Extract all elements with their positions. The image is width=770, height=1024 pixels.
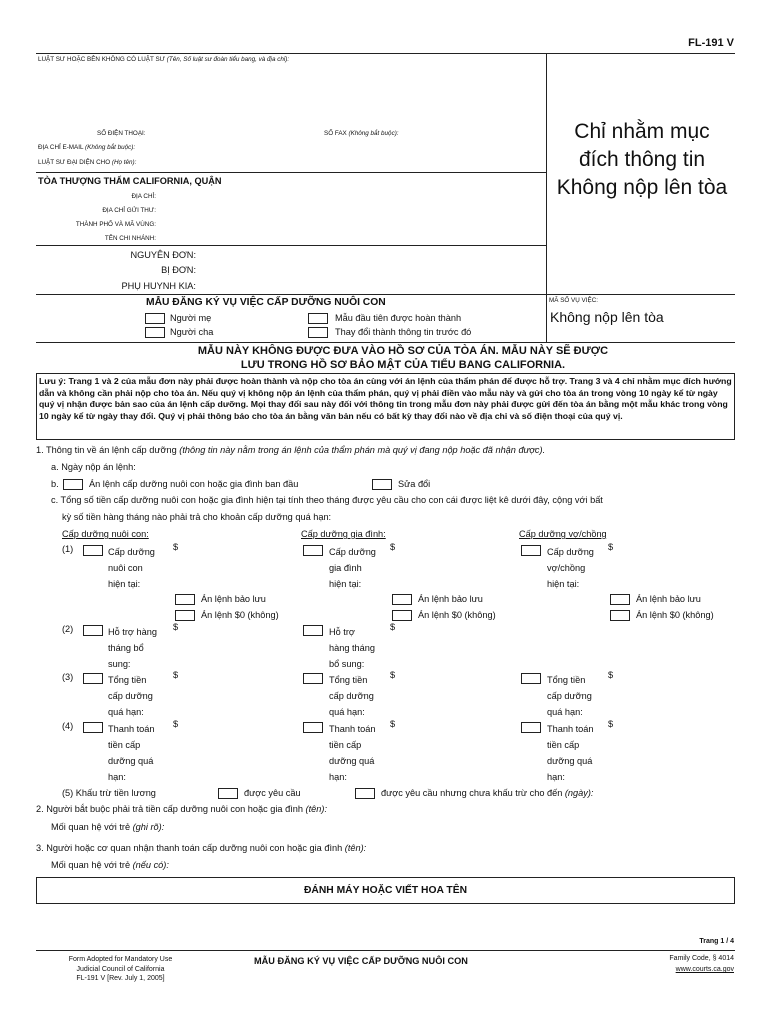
header-divider xyxy=(546,53,547,343)
child-zero-label: Án lệnh $0 (không) xyxy=(201,610,279,620)
col-family-support: Cấp dưỡng gia đình: xyxy=(301,529,386,539)
other-parent-label: PHỤ HUYNH KIA: xyxy=(121,281,196,291)
modified-order-checkbox[interactable] xyxy=(372,479,392,490)
family-arrears-payment-dollar: $ xyxy=(390,719,396,729)
spousal-zero-checkbox[interactable] xyxy=(610,610,630,621)
form-number: FL-191 V xyxy=(688,37,734,49)
family-arrears-checkbox[interactable] xyxy=(303,673,323,684)
child-arrears-dollar: $ xyxy=(173,670,179,680)
child-arrears-label: Tổng tiền cấp dưỡng quá hạn: xyxy=(108,675,153,717)
father-label: Người cha xyxy=(170,327,214,337)
item1b-prefix: b. xyxy=(51,479,59,489)
row1-number: (1) xyxy=(62,544,74,554)
family-arrears-dollar: $ xyxy=(390,670,396,680)
spousal-arrears-payment-checkbox[interactable] xyxy=(521,722,541,733)
row2-number: (2) xyxy=(62,624,74,634)
header-bottom-border xyxy=(36,342,735,343)
family-zero-label: Án lệnh $0 (không) xyxy=(418,610,496,620)
child-reserved-label: Án lệnh bảo lưu xyxy=(201,594,266,604)
item3-heading: 3. Người hoặc cơ quan nhận thanh toán cấp dưỡng nuôi con hoặc gia đình (tên): xyxy=(36,843,367,853)
child-health-checkbox[interactable] xyxy=(83,625,103,636)
item1c-line-1: c. Tổng số tiền cấp dưỡng nuôi con hoặc gia đình hiện tại tính theo tháng được yêu cầu cho con cái được liệt kê dưới đây, cộng với bất xyxy=(51,495,603,505)
spousal-arrears-payment-label: Thanh toán tiền cấp dưỡng quá hạn: xyxy=(547,724,594,782)
row3-number: (3) xyxy=(62,672,74,682)
family-code: Family Code, § 4014 xyxy=(669,955,734,962)
initial-order-checkbox[interactable] xyxy=(63,479,83,490)
child-arrears-checkbox[interactable] xyxy=(83,673,103,684)
child-health-dollar: $ xyxy=(173,622,179,632)
warning-line-2: LƯU TRONG HỒ SƠ BẢO MẬT CỦA TIỂU BANG CALIFORNIA. xyxy=(240,359,566,371)
family-current-dollar: $ xyxy=(390,542,396,552)
phone-label: SỐ ĐIỆN THOẠI: xyxy=(97,130,146,137)
footer-title: MẪU ĐĂNG KÝ VỤ VIỆC CẤP DƯỠNG NUÔI CON xyxy=(254,956,468,966)
change-info-checkbox[interactable] xyxy=(308,327,328,338)
wage-requested-checkbox[interactable] xyxy=(218,788,238,799)
mother-label: Người mẹ xyxy=(170,313,212,323)
spousal-current-label: Cấp dưỡng vợ/chồng hiện tại: xyxy=(547,547,594,589)
mother-checkbox[interactable] xyxy=(145,313,165,324)
initial-order-label: Án lệnh cấp dưỡng nuôi con hoặc gia đình ban đầu xyxy=(89,479,299,489)
form-adopted-text: Form Adopted for Mandatory Use Judicial Council of California FL-191 V [Rev. July 1, 2005] xyxy=(68,956,173,982)
spousal-arrears-checkbox[interactable] xyxy=(521,673,541,684)
child-arrears-payment-checkbox[interactable] xyxy=(83,722,103,733)
child-arrears-payment-dollar: $ xyxy=(173,719,179,729)
title-section-border xyxy=(36,294,735,295)
type-or-print-label: ĐÁNH MÁY HOẶC VIẾT HOA TÊN xyxy=(303,885,468,896)
first-form-checkbox[interactable] xyxy=(308,313,328,324)
spousal-reserved-label: Án lệnh bảo lưu xyxy=(636,594,701,604)
family-reserved-checkbox[interactable] xyxy=(392,594,412,605)
item2-relation: Mối quan hệ với trẻ (ghi rõ): xyxy=(51,822,165,832)
spousal-arrears-label: Tổng tiền cấp dưỡng quá hạn: xyxy=(547,675,592,717)
row4-number: (4) xyxy=(62,721,74,731)
item1a-label: a. Ngày nộp án lệnh: xyxy=(51,462,136,472)
wage-stayed-label: được yêu cầu nhưng chưa khấu trừ cho đến (ngày): xyxy=(381,788,594,798)
branch-label: TÊN CHI NHÁNH: xyxy=(104,235,156,242)
wage-assignment-label: (5) Khấu trừ tiền lương xyxy=(62,788,156,798)
case-number-label: MÃ SỐ VỤ VIỆC: xyxy=(549,297,598,304)
family-arrears-payment-checkbox[interactable] xyxy=(303,722,323,733)
info-only-notice: Chỉ nhằm mục đích thông tin Không nộp lên tòa xyxy=(556,120,728,199)
spousal-reserved-checkbox[interactable] xyxy=(610,594,630,605)
courts-link[interactable]: www.courts.ca.gov xyxy=(675,966,734,973)
item2-heading: 2. Người bắt buộc phải trả tiền cấp dưỡng nuôi con hoặc gia đình (tên): xyxy=(36,804,327,814)
col-child-support: Cấp dưỡng nuôi con: xyxy=(62,529,149,539)
family-arrears-payment-label: Thanh toán tiền cấp dưỡng quá hạn: xyxy=(329,724,376,782)
header-top-border xyxy=(36,53,735,54)
wage-requested-label: được yêu cầu xyxy=(244,788,301,798)
father-checkbox[interactable] xyxy=(145,327,165,338)
child-reserved-checkbox[interactable] xyxy=(175,594,195,605)
col-spousal-support: Cấp dưỡng vợ/chồng xyxy=(519,529,607,539)
footer-divider xyxy=(36,950,735,951)
parties-section-border xyxy=(36,245,546,246)
form-title: MẪU ĐĂNG KÝ VỤ VIỆC CẤP DƯỠNG NUÔI CON xyxy=(146,297,386,308)
page-number: Trang 1 / 4 xyxy=(699,938,734,945)
attorney-for-label: LUẬT SƯ ĐẠI DIỆN CHO (Họ tên): xyxy=(38,159,137,166)
case-number-note: Không nộp lên tòa xyxy=(550,309,664,325)
court-section-border xyxy=(36,172,546,173)
family-reserved-label: Án lệnh bảo lưu xyxy=(418,594,483,604)
notice-text: Lưu ý: Trang 1 và 2 của mẫu đơn này phải được hoàn thành và nộp cho tòa án cùng với án lệnh của thẩm phán để được hỗ trợ. Trang 3 và 4 chỉ nhằm mục đích hướng dẫn và không cần phải nộp cho tòa án. Nếu quý vị không nộp án lệnh của thẩm phán, quý vị phải điền vào mẫu này và gửi cho tòa án trong vòng 10 ngày kể từ ngày quý vị nhận được bản sao của án lệnh cấp dưỡng. Mọi thay đổi sau này đối với thông tin trong mẫu đơn này phải được gửi đến tòa án bằng một mẫu khác trong vòng 10 ngày kể từ ngày thay đổi. Quý vị phải thông báo cho tòa án bằng văn bản nếu có bất kỳ thay đổi nào về địa chỉ và số điện thoại của quý vị. xyxy=(39,376,732,421)
respondent-label: BỊ ĐƠN: xyxy=(161,265,196,275)
wage-stayed-checkbox[interactable] xyxy=(355,788,375,799)
family-health-checkbox[interactable] xyxy=(303,625,323,636)
petitioner-label: NGUYÊN ĐƠN: xyxy=(130,250,196,260)
family-current-label: Cấp dưỡng gia đình hiện tại: xyxy=(329,547,376,589)
item3-relation: Mối quan hệ với trẻ (nếu có): xyxy=(51,860,169,870)
family-health-dollar: $ xyxy=(390,622,396,632)
city-zip-label: THÀNH PHỐ VÀ MÃ VÙNG: xyxy=(75,221,156,228)
child-zero-checkbox[interactable] xyxy=(175,610,195,621)
first-form-label: Mẫu đầu tiên được hoàn thành xyxy=(335,313,462,323)
warning-line-1: MẪU NÀY KHÔNG ĐƯỢC ĐƯA VÀO HỒ SƠ CỦA TÒA ÁN. MẪU NÀY SẼ ĐƯỢC xyxy=(197,345,609,357)
fax-label: SỐ FAX (Không bắt buộc): xyxy=(324,130,399,137)
child-health-label: Hỗ trợ hàng tháng bổ sung: xyxy=(108,627,157,669)
court-title: TÒA THƯỢNG THẨM CALIFORNIA, QUẬN xyxy=(38,176,222,186)
child-current-dollar: $ xyxy=(173,542,179,552)
email-label: ĐỊA CHỈ E-MAIL (Không bắt buộc): xyxy=(38,144,136,151)
attorney-label: LUẬT SƯ HOẶC BÊN KHÔNG CÓ LUẬT SƯ (Tên, Số luật sư đoàn tiểu bang, và địa chỉ): xyxy=(38,56,290,63)
modified-order-label: Sửa đổi xyxy=(398,479,431,489)
mailing-label: ĐỊA CHỈ GỬI THƯ: xyxy=(102,207,156,214)
child-current-checkbox[interactable] xyxy=(83,545,103,556)
child-arrears-payment-label: Thanh toán tiền cấp dưỡng quá hạn: xyxy=(108,724,155,782)
change-info-label: Thay đổi thành thông tin trước đó xyxy=(335,327,472,337)
spousal-arrears-dollar: $ xyxy=(608,670,614,680)
family-health-label: Hỗ trợ hàng tháng bổ sung: xyxy=(329,627,375,669)
family-arrears-label: Tổng tiền cấp dưỡng quá hạn: xyxy=(329,675,374,717)
family-zero-checkbox[interactable] xyxy=(392,610,412,621)
spousal-current-checkbox[interactable] xyxy=(521,545,541,556)
spousal-arrears-payment-dollar: $ xyxy=(608,719,614,729)
spousal-zero-label: Án lệnh $0 (không) xyxy=(636,610,714,620)
item1c-line-2: kỳ số tiền hàng tháng nào phải trả cho khoản cấp dưỡng quá hạn: xyxy=(62,512,332,522)
item1-heading: 1. Thông tin về án lệnh cấp dưỡng (thông tin này nằm trong án lệnh của thẩm phán mà quý vị đang nộp hoặc đã nhận được). xyxy=(36,445,546,455)
child-current-label: Cấp dưỡng nuôi con hiện tại: xyxy=(108,547,155,589)
spousal-current-dollar: $ xyxy=(608,542,614,552)
family-current-checkbox[interactable] xyxy=(303,545,323,556)
street-label: ĐỊA CHỈ: xyxy=(131,193,156,200)
